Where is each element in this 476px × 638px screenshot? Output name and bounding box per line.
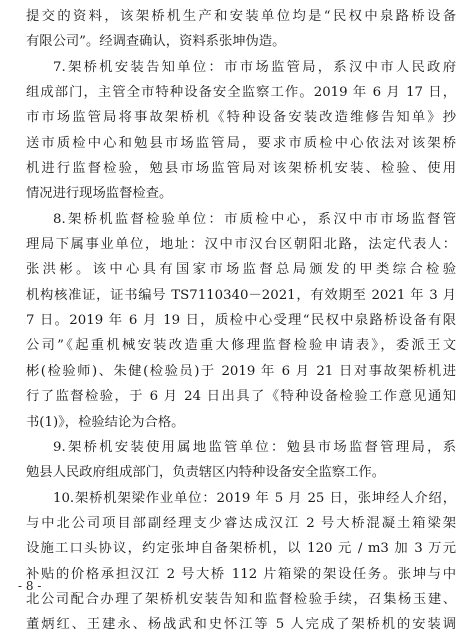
text-line: 提交的资料，该架桥机生产和安装单位均是“民权中泉路桥设备 — [26, 9, 456, 24]
text-line: 董炳红、王建永、杨战武和史怀江等 5 人完成了架桥机的安装调 — [26, 617, 456, 633]
text-line: 与中北公司项目部副经理支少睿达成汉江 2 号大桥混凝土箱梁架 — [26, 515, 456, 531]
text-line: 勉县人民政府组成部门，负责辖区内特种设备安全监察工作。 — [26, 465, 386, 481]
text-line: 书(1)》，检验结论为合格。 — [26, 414, 185, 430]
text-line: 行了监督检验，于 6 月 24 日出具了《特种设备检验工作意见通知 — [26, 389, 456, 405]
text-line: 机构核准证，证书编号 TS7110340－2021，有效期至 2021 年 3 月 — [26, 287, 456, 303]
paragraph-9-start: 9.架桥机安装使用属地监管单位：勉县市场监督管理局，系 — [53, 439, 456, 455]
text-line: 送市质检中心和勉县市场监管局，要求市质检中心依法对该架桥 — [26, 135, 456, 151]
text-line: 情况进行现场监督检查。 — [26, 186, 173, 202]
text-line: 有限公司”。经调查确认，资料系张坤伪造。 — [26, 34, 286, 50]
text-line: 张洪彬。该中心具有国家市场监督总局颁发的甲类综合检验 — [26, 262, 456, 278]
paragraph-8-start: 8.架桥机监督检验单位：市质检中心，系汉中市市场监督管 — [53, 211, 456, 227]
text-line: 7 日。2019 年 6 月 19 日，质检中心受理“民权中泉路桥设备有限 — [26, 313, 456, 329]
page-number: - 8 - — [18, 579, 42, 593]
text-line: 彬(检验师)、朱健(检验员)于 2019 年 6 月 21 日对事故架桥机进 — [26, 363, 456, 379]
text-line: 设施工口头协议，约定张坤自备架桥机，以 120 元 / m3 加 3 万元 — [26, 541, 456, 557]
text-line: 公司”《起重机械安装改造重大修理监督检验申请表》，委派王文 — [26, 338, 456, 354]
paragraph-10-start: 10.架桥机架梁作业单位：2019 年 5 月 25 日，张坤经人介绍， — [53, 490, 456, 506]
text-line: 理局下属事业单位，地址：汉中市汉台区朝阳北路，法定代表人： — [26, 237, 456, 253]
text-line: 北公司配合办理了架桥机安装告知和监督检验手续，召集杨玉建、 — [26, 591, 456, 607]
text-line: 补贴的价格承担汉江 2 号大桥 112 片箱梁的架设任务。张坤与中 — [26, 566, 456, 582]
text-line: 机进行监督检验，勉县市场监管局对该架桥机安装、检验、使用 — [26, 161, 456, 177]
paragraph-7-start: 7.架桥机安装告知单位：市市场监管局，系汉中市人民政府 — [53, 59, 456, 75]
text-line: 市市场监管局将事故架桥机《特种设备安装改造维修告知单》抄 — [26, 110, 456, 126]
body-text — [26, 4, 456, 638]
text-line: 组成部门，主管全市特种设备安全监察工作。2019 年 6 月 17 日， — [26, 85, 456, 101]
